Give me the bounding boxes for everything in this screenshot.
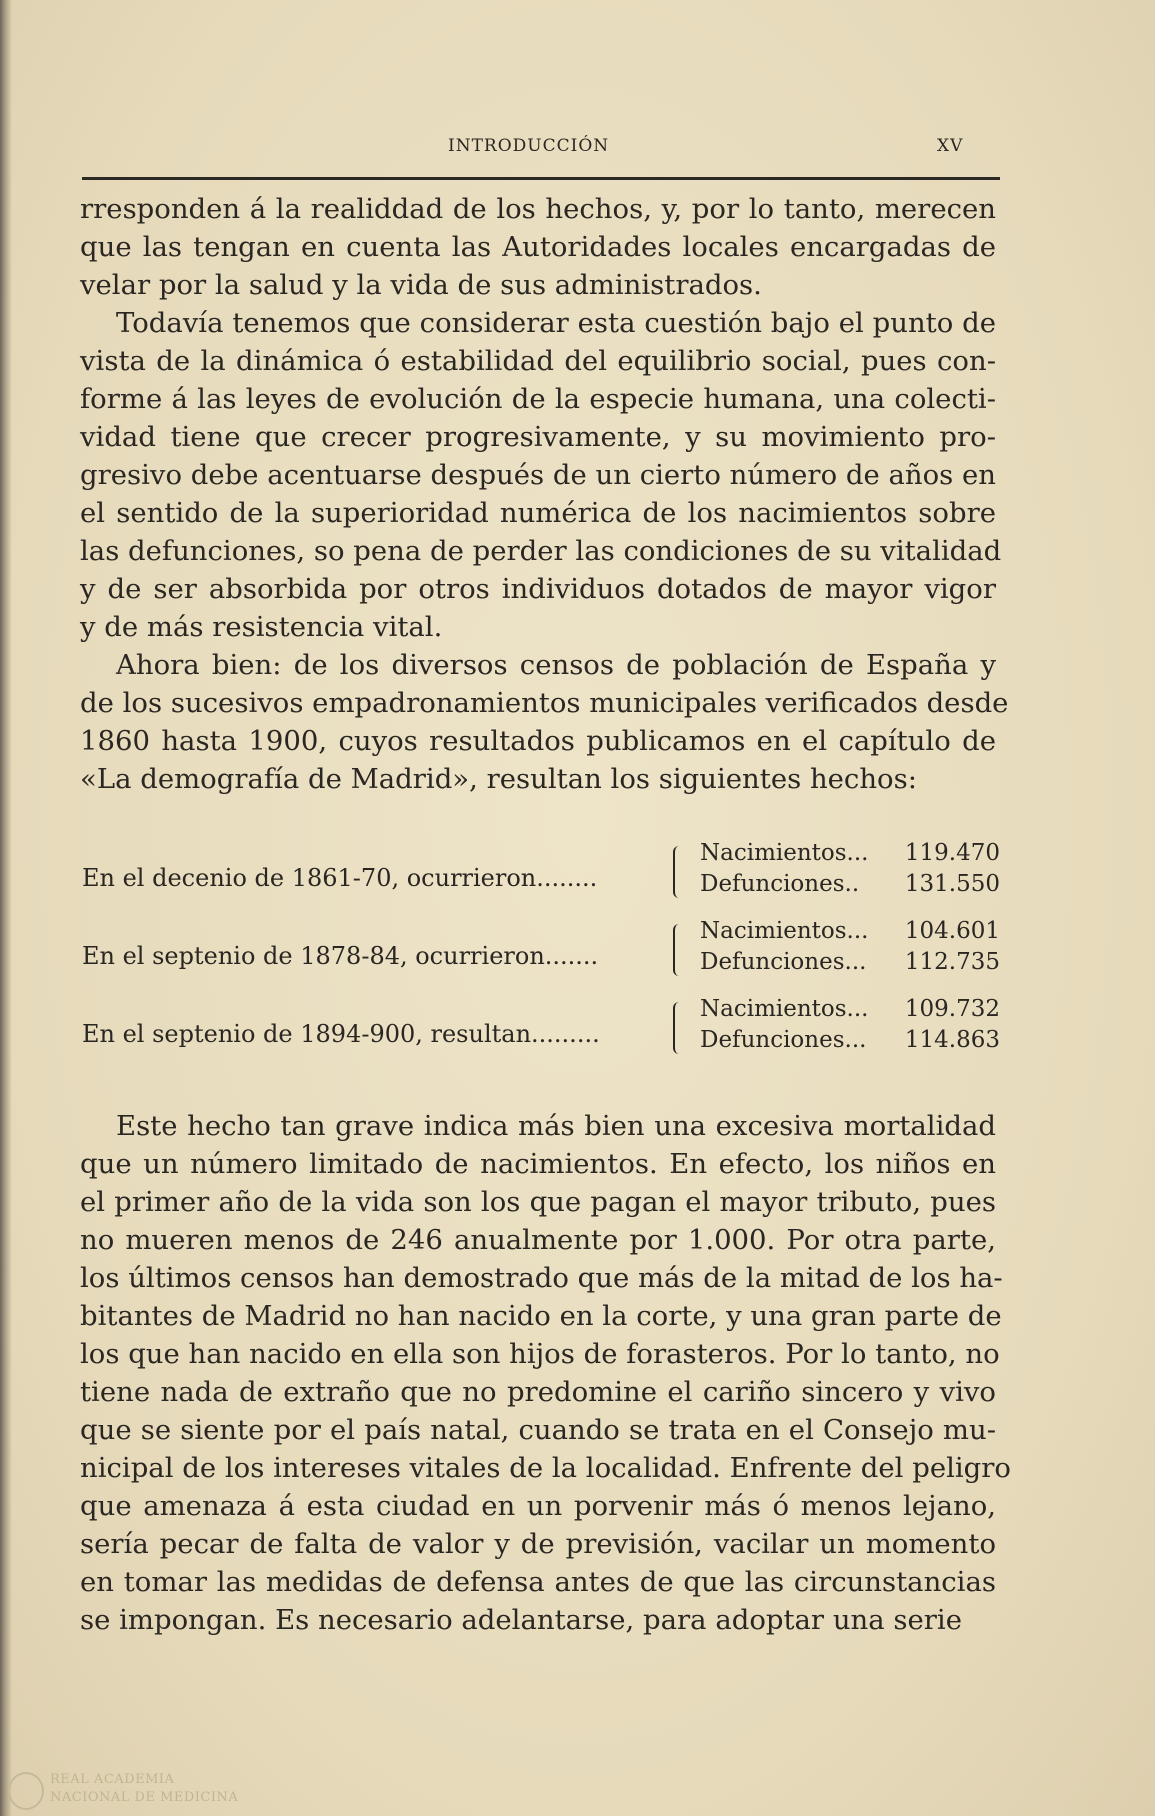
stat-value: 104.601 <box>904 918 1000 944</box>
running-header <box>82 136 1000 162</box>
text-line: tiene nada de extraño que no predomine el cariño sincero y vivo <box>80 1376 996 1408</box>
stat-name: Nacimientos... <box>700 996 869 1022</box>
paragraph <box>80 1107 1011 1639</box>
stat-period-label: En el septenio de 1878-84, ocurrieron....... <box>82 942 599 970</box>
stat-value: 109.732 <box>904 996 1000 1022</box>
text-line: y de ser absorbida por otros individuos dotados de mayor vigor <box>80 573 996 605</box>
stat-period-label: En el septenio de 1894-900, resultan......... <box>82 1020 600 1048</box>
text-line: que se siente por el país natal, cuando se trata en el Consejo mu- <box>80 1414 996 1446</box>
running-title: INTRODUCCIÓN <box>448 136 610 156</box>
body-text-top <box>80 190 1009 798</box>
text-line: no mueren menos de 246 anualmente por 1.000. Por otra parte, <box>80 1224 996 1256</box>
stat-value: 119.470 <box>904 840 1000 866</box>
text-line: velar por la salud y la vida de sus administrados. <box>80 269 762 301</box>
stat-name: Nacimientos... <box>700 840 869 866</box>
library-stamp <box>6 1768 239 1814</box>
text-line: de los sucesivos empadronamientos municipales verificados desde <box>80 687 1009 719</box>
stat-item <box>700 871 1000 901</box>
text-line: las defunciones, so pena de perder las condiciones de su vitalidad <box>80 535 1002 567</box>
text-line: se impongan. Es necesario adelantarse, para adoptar una serie <box>80 1604 962 1636</box>
stat-item <box>700 840 1000 870</box>
brace-icon <box>673 1002 685 1054</box>
text-line: los últimos censos han demostrado que más de la mitad de los ha- <box>80 1262 1003 1294</box>
text-line: rresponden á la realiddad de los hechos, y, por lo tanto, merecen <box>80 193 996 225</box>
text-line: el primer año de la vida son los que pagan el mayor tributo, pues <box>80 1186 996 1218</box>
stat-item <box>700 949 1000 979</box>
text-line: Todavía tenemos que considerar esta cuestión bajo el punto de <box>116 307 996 339</box>
stat-name: Defunciones... <box>700 949 867 975</box>
brace-icon <box>673 846 685 898</box>
text-line: «La demografía de Madrid», resultan los siguientes hechos: <box>80 763 917 795</box>
text-line: y de más resistencia vital. <box>80 611 443 643</box>
stat-value: 131.550 <box>904 871 1000 897</box>
text-line: que amenaza á esta ciudad en un porvenir más ó menos lejano, <box>80 1490 996 1522</box>
text-line: los que han nacido en ella son hijos de forasteros. Por lo tanto, no <box>80 1338 1000 1370</box>
text-line: nicipal de los intereses vitales de la localidad. Enfrente del peligro <box>80 1452 1011 1484</box>
stat-name: Nacimientos... <box>700 918 869 944</box>
text-line: Este hecho tan grave indica más bien una excesiva mortalidad <box>116 1110 996 1142</box>
paragraph <box>80 190 996 304</box>
text-line: vidad tiene que crecer progresivamente, y su movimiento pro- <box>80 421 996 453</box>
paragraph <box>80 304 1002 646</box>
text-line: vista de la dinámica ó estabilidad del equilibrio social, pues con- <box>80 345 996 377</box>
library-seal-icon <box>8 1772 44 1810</box>
text-line: 1860 hasta 1900, cuyos resultados publicamos en el capítulo de <box>80 725 996 757</box>
text-line: sería pecar de falta de valor y de previsión, vacilar un momento <box>80 1528 996 1560</box>
stat-row <box>82 918 1000 996</box>
text-line: en tomar las medidas de defensa antes de que las circunstancias <box>80 1566 996 1598</box>
stat-row <box>82 996 1000 1074</box>
text-line: que un número limitado de nacimientos. En efecto, los niños en <box>80 1148 996 1180</box>
text-line: gresivo debe acentuarse después de un cierto número de años en <box>80 459 996 491</box>
text-line: que las tengan en cuenta las Autoridades locales encargadas de <box>80 231 996 263</box>
stat-row <box>82 840 1000 918</box>
stat-period-label: En el decenio de 1861-70, ocurrieron........ <box>82 864 598 892</box>
text-line: forme á las leyes de evolución de la especie humana, una colecti- <box>80 383 996 415</box>
stat-item <box>700 1027 1000 1057</box>
stat-value: 114.863 <box>904 1027 1000 1053</box>
stat-value: 112.735 <box>904 949 1000 975</box>
paragraph <box>80 646 1009 798</box>
stamp-line: NACIONAL DE MEDICINA <box>50 1790 239 1805</box>
text-line: Ahora bien: de los diversos censos de población de España y <box>116 649 996 681</box>
body-text-bottom <box>80 1107 1011 1639</box>
stamp-line: REAL ACADEMIA <box>50 1772 175 1787</box>
text-line: bitantes de Madrid no han nacido en la corte, y una gran parte de <box>80 1300 1002 1332</box>
page-number: XV <box>937 136 964 156</box>
text-line: el sentido de la superioridad numérica de los nacimientos sobre <box>80 497 996 529</box>
stat-name: Defunciones... <box>700 1027 867 1053</box>
page-binding-edge <box>0 0 12 1816</box>
stat-item <box>700 918 1000 948</box>
stat-name: Defunciones.. <box>700 871 860 897</box>
stat-item <box>700 996 1000 1026</box>
brace-icon <box>673 924 685 976</box>
header-rule <box>82 177 1000 180</box>
birth-death-statistics <box>82 840 1000 1074</box>
